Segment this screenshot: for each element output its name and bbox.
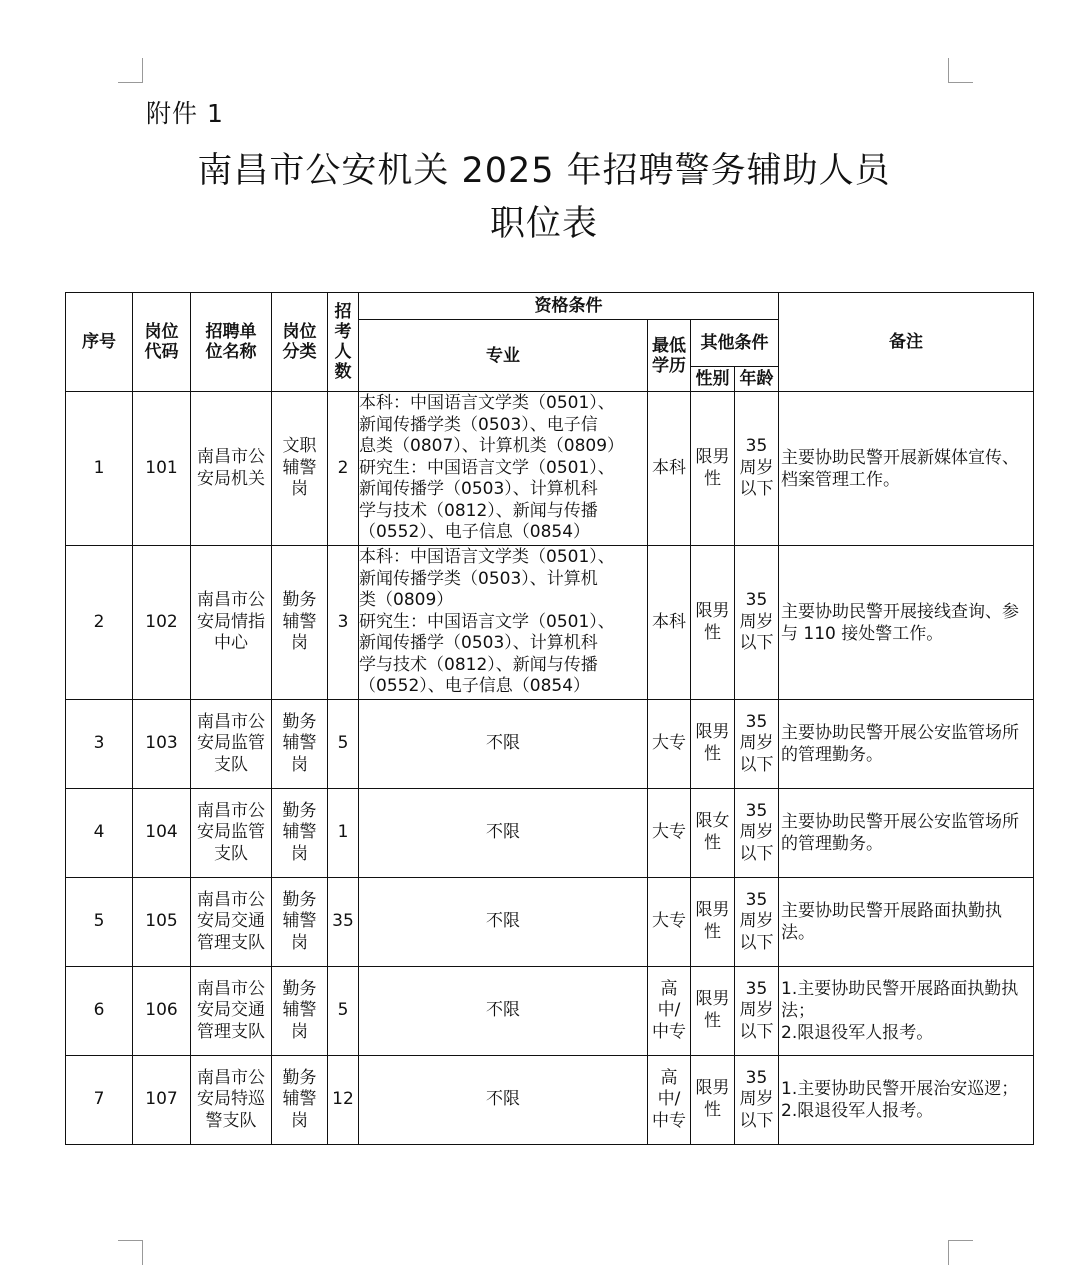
- major-line: 类（0809）: [359, 590, 454, 611]
- cell-code-text: 104: [145, 822, 178, 843]
- cell-education: [648, 546, 691, 700]
- cell-gender-text: 限男性: [695, 446, 730, 489]
- cell-unit: [191, 967, 272, 1056]
- cell-education: [648, 789, 691, 878]
- cell-category: [272, 967, 328, 1056]
- cell-education: [648, 700, 691, 789]
- cell-unit: [191, 392, 272, 546]
- cell-age-text: 35周岁以下: [739, 978, 774, 1042]
- major-line: 不限: [486, 1000, 520, 1021]
- cell-count: [328, 878, 359, 967]
- cell-age: [735, 1056, 779, 1145]
- cell-remarks: [779, 546, 1034, 700]
- major-line: 本科：中国语言文学类（0501）、: [359, 392, 615, 413]
- major-line: 新闻传播学（0503）、计算机科: [359, 633, 598, 654]
- cell-seq-text: 3: [93, 733, 105, 754]
- header-major: 专业: [359, 320, 648, 392]
- cell-count-text: 2: [337, 457, 349, 478]
- cell-age-text: 35周岁以下: [739, 889, 774, 953]
- header-qualifications: 资格条件: [359, 293, 779, 320]
- remarks-text: 主要协助民警开展公安监管场所的管理勤务。: [781, 723, 1019, 765]
- cell-unit: [191, 1056, 272, 1145]
- remarks-text: 主要协助民警开展新媒体宣传、档案管理工作。: [781, 447, 1019, 490]
- cell-unit-text: 南昌市公安局机关: [197, 446, 265, 489]
- cell-category: [272, 546, 328, 700]
- cell-code-text: 105: [145, 911, 178, 932]
- cell-code: [133, 878, 191, 967]
- cell-count: [328, 1056, 359, 1145]
- major-line: 本科：中国语言文学类（0501）、: [359, 546, 615, 567]
- crop-mark-top-right: [948, 58, 973, 83]
- cell-education: [648, 967, 691, 1056]
- page-title: 南昌市公安机关 2025 年招聘警务辅助人员: [197, 151, 891, 191]
- header-count: [328, 293, 359, 392]
- major-line: （0552）、电子信息（0854）: [359, 676, 591, 697]
- header-category-text: 岗位分类: [282, 322, 317, 362]
- header-remarks: 备注: [779, 293, 1034, 392]
- cell-remarks: [779, 967, 1034, 1056]
- cell-remarks: [779, 878, 1034, 967]
- cell-age: [735, 878, 779, 967]
- cell-count-text: 35: [332, 911, 354, 932]
- cell-gender: [691, 392, 735, 546]
- table-row: [66, 878, 1034, 967]
- cell-age-text: 35周岁以下: [739, 800, 774, 864]
- major-line: 学与技术（0812）、新闻与传播: [359, 500, 598, 521]
- cell-gender-text: 限男性: [695, 600, 730, 643]
- cell-education-text: 大专: [652, 733, 686, 754]
- cell-code-text: 101: [145, 457, 178, 478]
- cell-seq: [66, 546, 133, 700]
- cell-age-text: 35周岁以下: [739, 711, 774, 775]
- cell-education-text: 大专: [652, 911, 686, 932]
- cell-category-text: 勤务辅警岗: [282, 711, 317, 775]
- cell-major: [359, 1056, 648, 1145]
- cell-code: [133, 392, 191, 546]
- crop-mark-bottom-left: [118, 1240, 143, 1265]
- remarks-line: 1.主要协助民警开展路面执勤执法；: [781, 979, 1019, 1021]
- cell-count: [328, 700, 359, 789]
- cell-age: [735, 967, 779, 1056]
- cell-count-text: 12: [332, 1089, 354, 1110]
- header-unit: [191, 293, 272, 392]
- cell-category: [272, 878, 328, 967]
- cell-education-text: 高中/中专: [652, 978, 686, 1042]
- cell-education-text: 高中/中专: [652, 1067, 686, 1131]
- cell-education-text: 本科: [652, 457, 686, 478]
- cell-code-text: 102: [145, 611, 178, 632]
- cell-category-text: 勤务辅警岗: [282, 800, 317, 864]
- cell-seq: [66, 1056, 133, 1145]
- cell-remarks: [779, 700, 1034, 789]
- cell-gender: [691, 967, 735, 1056]
- cell-gender: [691, 700, 735, 789]
- cell-age-text: 35周岁以下: [739, 436, 774, 500]
- major-line: 研究生：中国语言文学（0501）、: [359, 457, 615, 478]
- cell-seq-text: 7: [93, 1089, 105, 1110]
- cell-education: [648, 1056, 691, 1145]
- cell-gender: [691, 789, 735, 878]
- cell-unit: [191, 700, 272, 789]
- attachment-label: 附件 1: [146, 99, 224, 128]
- cell-seq-text: 1: [93, 457, 105, 478]
- major-line: 息类（0807）、计算机类（0809）: [359, 436, 625, 457]
- cell-gender: [691, 1056, 735, 1145]
- cell-category: [272, 700, 328, 789]
- cell-count-text: 1: [337, 822, 349, 843]
- cell-unit-text: 南昌市公安局情指中心: [197, 590, 265, 654]
- cell-seq-text: 2: [93, 611, 105, 632]
- cell-seq: [66, 392, 133, 546]
- cell-code: [133, 967, 191, 1056]
- cell-remarks: [779, 1056, 1034, 1145]
- cell-unit: [191, 789, 272, 878]
- cell-code: [133, 789, 191, 878]
- cell-education-text: 大专: [652, 822, 686, 843]
- cell-code: [133, 546, 191, 700]
- remarks-line: 2.限退役军人报考。: [781, 1023, 934, 1043]
- cell-seq: [66, 878, 133, 967]
- cell-unit-text: 南昌市公安局监管支队: [197, 800, 265, 864]
- cell-age-text: 35周岁以下: [739, 1067, 774, 1131]
- major-line: （0552）、电子信息（0854）: [359, 522, 591, 543]
- positions-table: [65, 292, 1034, 1145]
- major-line: 不限: [486, 733, 520, 754]
- header-code: [133, 293, 191, 392]
- major-line: 不限: [486, 822, 520, 843]
- cell-seq-text: 6: [93, 1000, 105, 1021]
- cell-unit-text: 南昌市公安局特巡警支队: [197, 1067, 265, 1131]
- cell-seq-text: 4: [93, 822, 105, 843]
- header-category: [272, 293, 328, 392]
- cell-code: [133, 1056, 191, 1145]
- cell-gender-text: 限男性: [695, 989, 730, 1031]
- cell-major: [359, 392, 648, 546]
- remarks-text: 主要协助民警开展公安监管场所的管理勤务。: [781, 812, 1019, 854]
- major-line: 不限: [486, 911, 520, 932]
- remarks-text: 主要协助民警开展接线查询、参与 110 接处警工作。: [781, 601, 1019, 644]
- cell-code-text: 103: [145, 733, 178, 754]
- cell-count: [328, 392, 359, 546]
- remarks-line: 1.主要协助民警开展治安巡逻；: [781, 1079, 1019, 1099]
- cell-unit-text: 南昌市公安局监管支队: [197, 711, 265, 775]
- cell-major: [359, 546, 648, 700]
- table-row: [66, 392, 1034, 546]
- major-line: 学与技术（0812）、新闻与传播: [359, 654, 598, 675]
- remarks-text: 主要协助民警开展路面执勤执法。: [781, 901, 1002, 943]
- header-age: 年龄: [735, 367, 779, 392]
- table-row: [66, 700, 1034, 789]
- table-row: [66, 1056, 1034, 1145]
- cell-seq: [66, 967, 133, 1056]
- cell-age: [735, 700, 779, 789]
- cell-category-text: 文职辅警岗: [282, 436, 317, 500]
- cell-code-text: 106: [145, 1000, 178, 1021]
- cell-count: [328, 789, 359, 878]
- cell-count-text: 3: [337, 611, 349, 632]
- cell-age: [735, 546, 779, 700]
- cell-gender: [691, 546, 735, 700]
- cell-gender-text: 限女性: [695, 811, 730, 853]
- cell-category: [272, 392, 328, 546]
- cell-category: [272, 789, 328, 878]
- table-row: [66, 789, 1034, 878]
- cell-gender-text: 限男性: [695, 722, 730, 764]
- page-subtitle: 职位表: [489, 204, 598, 244]
- cell-unit-text: 南昌市公安局交通管理支队: [197, 889, 265, 953]
- remarks-line: 2.限退役军人报考。: [781, 1101, 934, 1121]
- cell-education: [648, 392, 691, 546]
- cell-major: [359, 878, 648, 967]
- cell-major: [359, 789, 648, 878]
- major-line: 研究生：中国语言文学（0501）、: [359, 611, 615, 632]
- cell-seq-text: 5: [93, 911, 105, 932]
- header-unit-text: 招聘单位名称: [205, 322, 257, 362]
- cell-category: [272, 1056, 328, 1145]
- cell-seq: [66, 789, 133, 878]
- table-row: [66, 967, 1034, 1056]
- cell-remarks: [779, 392, 1034, 546]
- cell-code-text: 107: [145, 1089, 178, 1110]
- cell-unit: [191, 546, 272, 700]
- header-count-text: 招考人数: [334, 302, 352, 382]
- cell-gender-text: 限男性: [695, 1078, 730, 1120]
- major-line: 不限: [486, 1089, 520, 1110]
- major-line: 新闻传播学类（0503）、电子信: [359, 414, 598, 435]
- major-line: 新闻传播学（0503）、计算机科: [359, 479, 598, 500]
- cell-age: [735, 392, 779, 546]
- header-gender: 性别: [691, 367, 735, 392]
- cell-count-text: 5: [337, 1000, 349, 1021]
- cell-major: [359, 967, 648, 1056]
- cell-category-text: 勤务辅警岗: [282, 978, 317, 1042]
- cell-category-text: 勤务辅警岗: [282, 590, 317, 654]
- cell-unit: [191, 878, 272, 967]
- cell-unit-text: 南昌市公安局交通管理支队: [197, 978, 265, 1042]
- cell-count-text: 5: [337, 733, 349, 754]
- cell-major: [359, 700, 648, 789]
- cell-education-text: 本科: [652, 611, 686, 632]
- header-education: [648, 320, 691, 392]
- cell-remarks: [779, 789, 1034, 878]
- cell-gender: [691, 878, 735, 967]
- cell-gender-text: 限男性: [695, 900, 730, 942]
- cell-count: [328, 967, 359, 1056]
- major-line: 新闻传播学类（0503）、计算机: [359, 568, 598, 589]
- cell-seq: [66, 700, 133, 789]
- cell-education: [648, 878, 691, 967]
- cell-age-text: 35周岁以下: [739, 590, 774, 654]
- crop-mark-top-left: [118, 58, 143, 83]
- header-other: 其他条件: [691, 320, 779, 367]
- table-row: [66, 546, 1034, 700]
- header-seq: 序号: [66, 293, 133, 392]
- cell-count: [328, 546, 359, 700]
- crop-mark-bottom-right: [948, 1240, 973, 1265]
- cell-category-text: 勤务辅警岗: [282, 889, 317, 953]
- cell-code: [133, 700, 191, 789]
- cell-category-text: 勤务辅警岗: [282, 1067, 317, 1131]
- cell-age: [735, 789, 779, 878]
- header-education-text: 最低学历: [652, 335, 686, 376]
- header-code-text: 岗位代码: [144, 322, 179, 362]
